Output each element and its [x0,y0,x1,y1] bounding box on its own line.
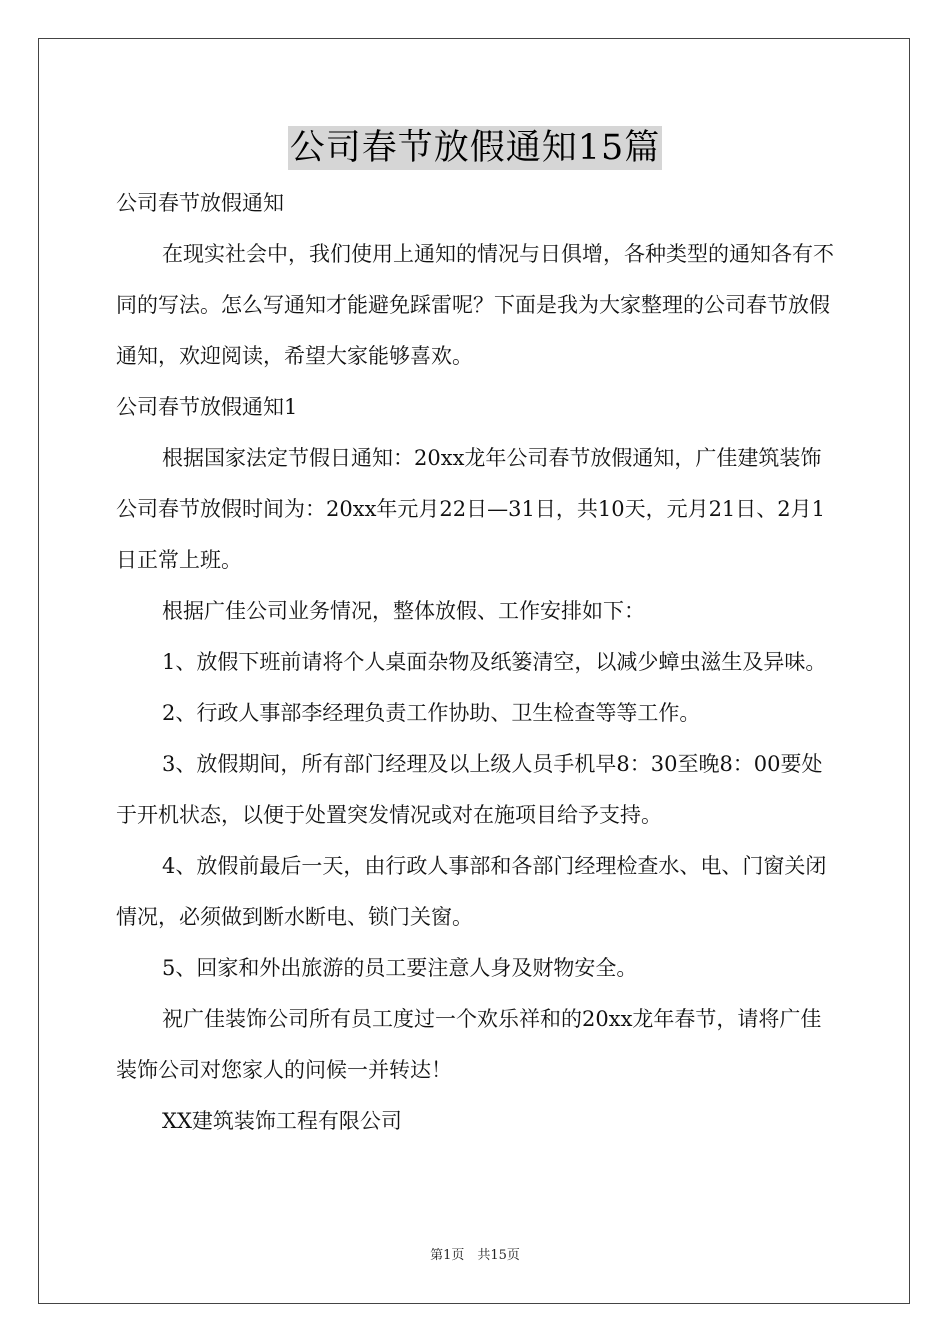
list-item-3: 3、放假期间，所有部门经理及以上级人员手机早8：30至晚8：00要处于开机状态，以便于处置突发情况或对在施项目给予支持。 [116,752,823,827]
intro-paragraph: 在现实社会中，我们使用上通知的情况与日俱增，各种类型的通知各有不同的写法。怎么写通知才能避免踩雷呢？下面是我为大家整理的公司春节放假通知，欢迎阅读，希望大家能够喜欢。 [116,242,834,368]
section-heading: 公司春节放假通知 [116,191,284,215]
list-item-4: 4、放假前最后一天，由行政人事部和各部门经理检查水、电、门窗关闭情况，必须做到断水断电、锁门关窗。 [116,854,827,929]
page-number-label: 第1页 共15页 [430,1248,520,1263]
document-body [116,178,836,1147]
list-item-1: 1、放假下班前请将个人桌面杂物及纸篓清空，以减少蟑虫滋生及异味。 [162,650,827,674]
list-item-2: 2、行政人事部李经理负责工作协助、卫生检查等等工作。 [162,701,701,725]
signature-company: XX建筑装饰工程有限公司 [162,1109,402,1133]
list-item-5: 5、回家和外出旅游的员工要注意人身及财物安全。 [162,956,638,980]
title-container [0,126,950,170]
notice-paragraph: 根据国家法定节假日通知：20xx龙年公司春节放假通知，广佳建筑装饰公司春节放假时间为：20xx年元月22日—31日，共10天，元月21日、2月1日正常上班。 [116,446,826,572]
arrangement-intro: 根据广佳公司业务情况，整体放假、工作安排如下： [162,599,645,623]
page-footer [0,1244,950,1263]
document-title: 公司春节放假通知15篇 [289,128,661,168]
greeting-paragraph: 祝广佳装饰公司所有员工度过一个欢乐祥和的20xx龙年春节，请将广佳装饰公司对您家人的问候一并转达！ [116,1007,822,1082]
section-heading-1: 公司春节放假通知1 [116,395,298,419]
